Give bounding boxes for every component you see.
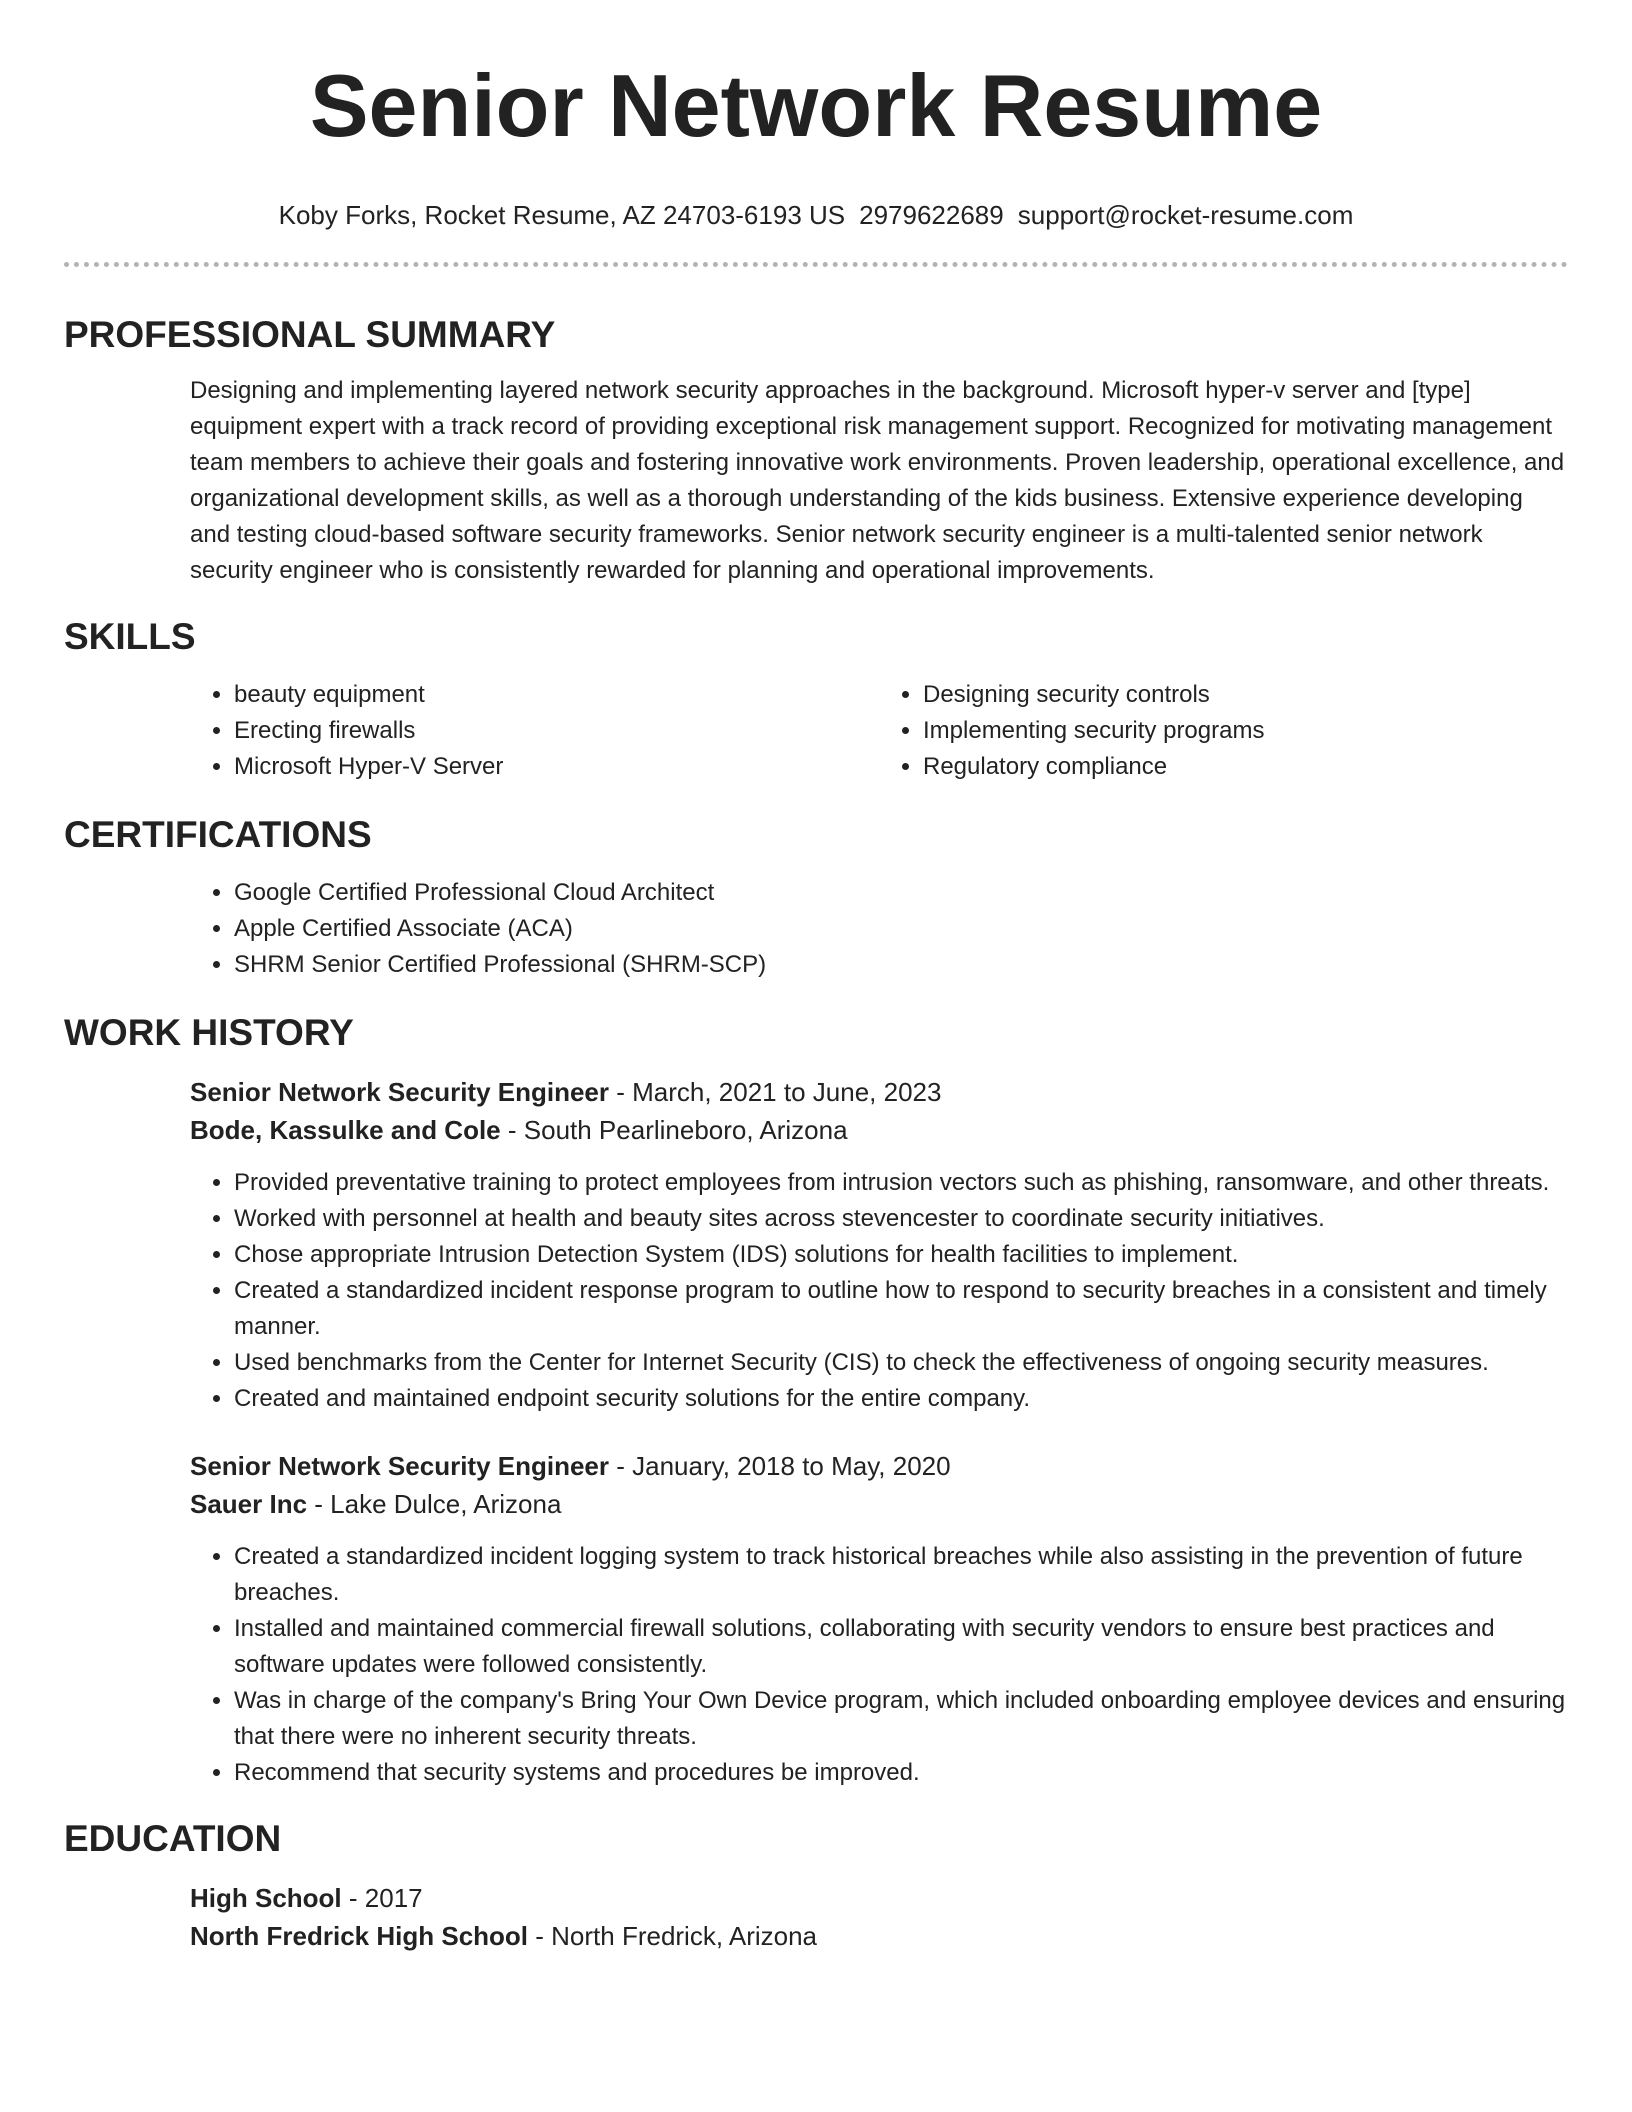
job-company: Sauer Inc [190, 1489, 308, 1519]
contact-email[interactable]: support@rocket-resume.com [1017, 200, 1354, 230]
job-dates: - January, 2018 to May, 2020 [609, 1451, 951, 1481]
skill-item: • beauty equipment [234, 677, 879, 713]
job-bullets [190, 1165, 1568, 1417]
job-company-line [190, 1485, 1568, 1523]
job-bullet: • Used benchmarks from the Center for Internet Security (CIS) to check the effectiveness of ongoing security measures. [234, 1345, 1568, 1381]
job-bullet: • Recommend that security systems and procedures be improved. [234, 1755, 1568, 1791]
job-bullet: • Worked with personnel at health and beauty sites across stevencester to coordinate security initiatives. [234, 1201, 1568, 1237]
skills-list-right [879, 677, 1568, 785]
header-divider [64, 262, 1568, 267]
job-company: Bode, Kassulke and Cole [190, 1115, 501, 1145]
job-bullet: • Was in charge of the company's Bring Your Own Device program, which included onboarding employee devices and ensuring that there were no inherent security threats. [234, 1683, 1568, 1755]
skill-item: • Microsoft Hyper-V Server [234, 749, 879, 785]
skill-item: • Erecting firewalls [234, 713, 879, 749]
resume-page [64, 0, 1568, 1955]
job-title-line [190, 1447, 1568, 1485]
certification-item: • Google Certified Professional Cloud Architect [234, 875, 1568, 911]
skills-list-left [190, 677, 879, 785]
job-entry [190, 1447, 1568, 1523]
summary-text: Designing and implementing layered network security approaches in the background. Microsoft hyper-v server and [type] equipment expert with a track record of providing exceptional risk management support. Recognized for motivating management team members to achieve their goals and fostering innovative work environments. Proven leadership, operational excellence, and organizational development skills, as well as a thorough understanding of the kids business. Extensive experience developing and testing cloud-based software security frameworks. Senior network security engineer is a multi-talented senior network security engineer who is consistently rewarded for planning and operational improvements. [190, 377, 1565, 584]
certification-item: • SHRM Senior Certified Professional (SHRM-SCP) [234, 947, 1568, 983]
job-entry [190, 1073, 1568, 1149]
summary-heading: PROFESSIONAL SUMMARY [64, 314, 556, 355]
resume-title: Senior Network Resume [309, 56, 1323, 155]
job-title-line [190, 1073, 1568, 1111]
skill-item: • Regulatory compliance [923, 749, 1568, 785]
job-bullet: • Created a standardized incident response program to outline how to respond to security breaches in a consistent and timely manner. [234, 1273, 1568, 1345]
job-location: - South Pearlineboro, Arizona [500, 1115, 848, 1145]
job-dates: - March, 2021 to June, 2023 [609, 1077, 942, 1107]
education-degree-line [190, 1879, 1568, 1917]
work-history-heading: WORK HISTORY [64, 1012, 354, 1053]
job-bullet: • Created a standardized incident logging system to track historical breaches while also assisting in the prevention of future breaches. [234, 1539, 1568, 1611]
job-location: - Lake Dulce, Arizona [307, 1489, 562, 1519]
education-degree: High School [190, 1883, 342, 1913]
education-location: - North Fredrick, Arizona [528, 1921, 818, 1951]
job-bullet: • Provided preventative training to protect employees from intrusion vectors such as phishing, ransomware, and other threats. [234, 1165, 1568, 1201]
skill-item: • Implementing security programs [923, 713, 1568, 749]
job-title: Senior Network Security Engineer [190, 1451, 610, 1481]
certifications-heading: CERTIFICATIONS [64, 814, 372, 855]
skills-heading: SKILLS [64, 616, 196, 657]
contact-address: Koby Forks, Rocket Resume, AZ 24703-6193 US [278, 200, 846, 230]
job-bullets [190, 1539, 1568, 1791]
skill-item: • Designing security controls [923, 677, 1568, 713]
education-school: North Fredrick High School [190, 1921, 529, 1951]
job-bullet: • Chose appropriate Intrusion Detection System (IDS) solutions for health facilities to implement. [234, 1237, 1568, 1273]
certifications-list [190, 875, 1568, 983]
certifications-section [64, 813, 1568, 983]
job-bullet: • Created and maintained endpoint security solutions for the entire company. [234, 1381, 1568, 1417]
job-title: Senior Network Security Engineer [190, 1077, 610, 1107]
education-entry [190, 1879, 1568, 1955]
job-company-line [190, 1111, 1568, 1149]
education-section [64, 1817, 1568, 1955]
skills-columns [190, 677, 1568, 785]
work-history-section [64, 1011, 1568, 1791]
contact-phone: 2979622689 [859, 200, 1004, 230]
education-school-line [190, 1917, 1568, 1955]
contact-line [64, 198, 1568, 232]
education-heading: EDUCATION [64, 1818, 282, 1859]
certification-item: • Apple Certified Associate (ACA) [234, 911, 1568, 947]
summary-section [64, 313, 1568, 589]
skills-section [64, 615, 1568, 785]
education-year: - 2017 [341, 1883, 423, 1913]
job-bullet: • Installed and maintained commercial firewall solutions, collaborating with security vendors to ensure best practices and software updates were followed consistently. [234, 1611, 1568, 1683]
